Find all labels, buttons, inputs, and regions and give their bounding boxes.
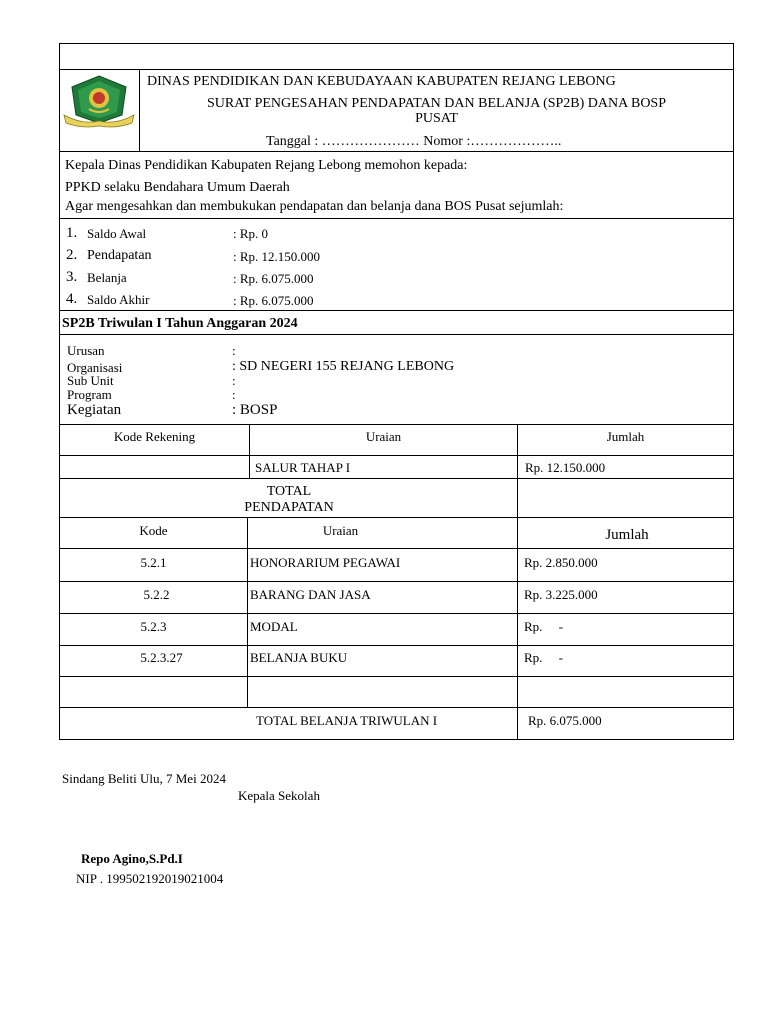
detail-value-urusan: : [232, 343, 236, 358]
summary-label-belanja: Belanja [87, 270, 127, 285]
table-row-code: 5.2.2 [143, 587, 170, 602]
summary-number: 1. [66, 225, 78, 241]
place-date: Sindang Beliti Ulu, 7 Mei 2024 [62, 771, 226, 786]
expense-header-kode: Kode [139, 523, 168, 538]
detail-value-program: : [232, 387, 236, 402]
table-row-desc: BARANG DAN JASA [250, 587, 371, 602]
expense-total-label: TOTAL BELANJA TRIWULAN I [256, 713, 438, 728]
summary-label-pendapatan: Pendapatan [87, 248, 152, 263]
summary-value-pendapatan: : Rp. 12.150.000 [233, 249, 321, 264]
table-row-code: 5.2.1 [140, 555, 167, 570]
income-header-kode-rekening: Kode Rekening [113, 429, 196, 444]
expense-header-jumlah: Jumlah [605, 527, 649, 543]
intro-line-2: PPKD selaku Bendahara Umum Daerah [65, 180, 290, 195]
summary-label-saldo-akhir: Saldo Akhir [87, 292, 150, 307]
section-title: SP2B Triwulan I Tahun Anggaran 2024 [62, 316, 298, 331]
summary-number: 2. [66, 247, 78, 263]
income-header-jumlah: Jumlah [606, 429, 645, 444]
summary-number: 4. [66, 291, 78, 307]
expense-total-amount: Rp. 6.075.000 [528, 713, 602, 728]
table-row-desc: BELANJA BUKU [250, 650, 348, 665]
document-title-line1: SURAT PENGESAHAN PENDAPATAN DAN BELANJA (SP2B) DANA BOSP [206, 96, 666, 111]
regency-coat-of-arms-icon [62, 73, 136, 129]
detail-label-kegiatan: Kegiatan [67, 402, 122, 418]
income-header-uraian: Uraian [365, 429, 402, 444]
detail-value-kegiatan: : BOSP [232, 402, 278, 418]
detail-value-sub-unit: : [232, 373, 236, 388]
income-row-desc: SALUR TAHAP I [255, 460, 351, 475]
table-row-desc: MODAL [250, 619, 298, 634]
income-total-label-line2: PENDAPATAN [244, 500, 334, 515]
agency-name: DINAS PENDIDIKAN DAN KEBUDAYAAN KABUPATEN REJANG LEBONG [147, 74, 616, 89]
summary-value-belanja: : Rp. 6.075.000 [233, 271, 314, 286]
detail-label-sub-unit: Sub Unit [67, 373, 114, 388]
table-row-code: 5.2.3.27 [140, 650, 183, 665]
income-total-label-line1: TOTAL [266, 484, 312, 499]
table-row-amount: Rp. 2.850.000 [524, 555, 598, 570]
summary-label-saldo-awal: Saldo Awal [87, 226, 147, 241]
summary-value-saldo-akhir: : Rp. 6.075.000 [233, 293, 314, 308]
summary-number: 3. [66, 269, 78, 285]
expense-header-uraian: Uraian [322, 523, 359, 538]
detail-value-organisasi: : SD NEGERI 155 REJANG LEBONG [232, 359, 455, 374]
document-title-line2: PUSAT [415, 111, 458, 126]
signatory-nip: NIP . 199502192019021004 [76, 871, 224, 886]
table-row-amount: Rp. - [524, 650, 563, 665]
table-row-code: 5.2.3 [140, 619, 167, 634]
intro-line-1: Kepala Dinas Pendidikan Kabupaten Rejang Lebong memohon kepada: [65, 158, 468, 173]
table-row-amount: Rp. 3.225.000 [524, 587, 598, 602]
intro-line-3: Agar mengesahkan dan membukukan pendapatan dan belanja dana BOS Pusat sejumlah: [65, 199, 564, 214]
detail-label-organisasi: Organisasi [67, 360, 123, 375]
income-row-amount: Rp. 12.150.000 [525, 460, 606, 475]
summary-value-saldo-awal: : Rp. 0 [233, 226, 269, 241]
detail-label-program: Program [67, 387, 112, 402]
signatory-position: Kepala Sekolah [238, 788, 320, 803]
table-row-amount: Rp. - [524, 619, 563, 634]
date-number-line: Tanggal : ………………… Nomor :……………….. [266, 134, 562, 149]
table-row-desc: HONORARIUM PEGAWAI [250, 555, 401, 570]
signatory-name: Repo Agino,S.Pd.I [81, 851, 183, 866]
detail-label-urusan: Urusan [67, 343, 105, 358]
